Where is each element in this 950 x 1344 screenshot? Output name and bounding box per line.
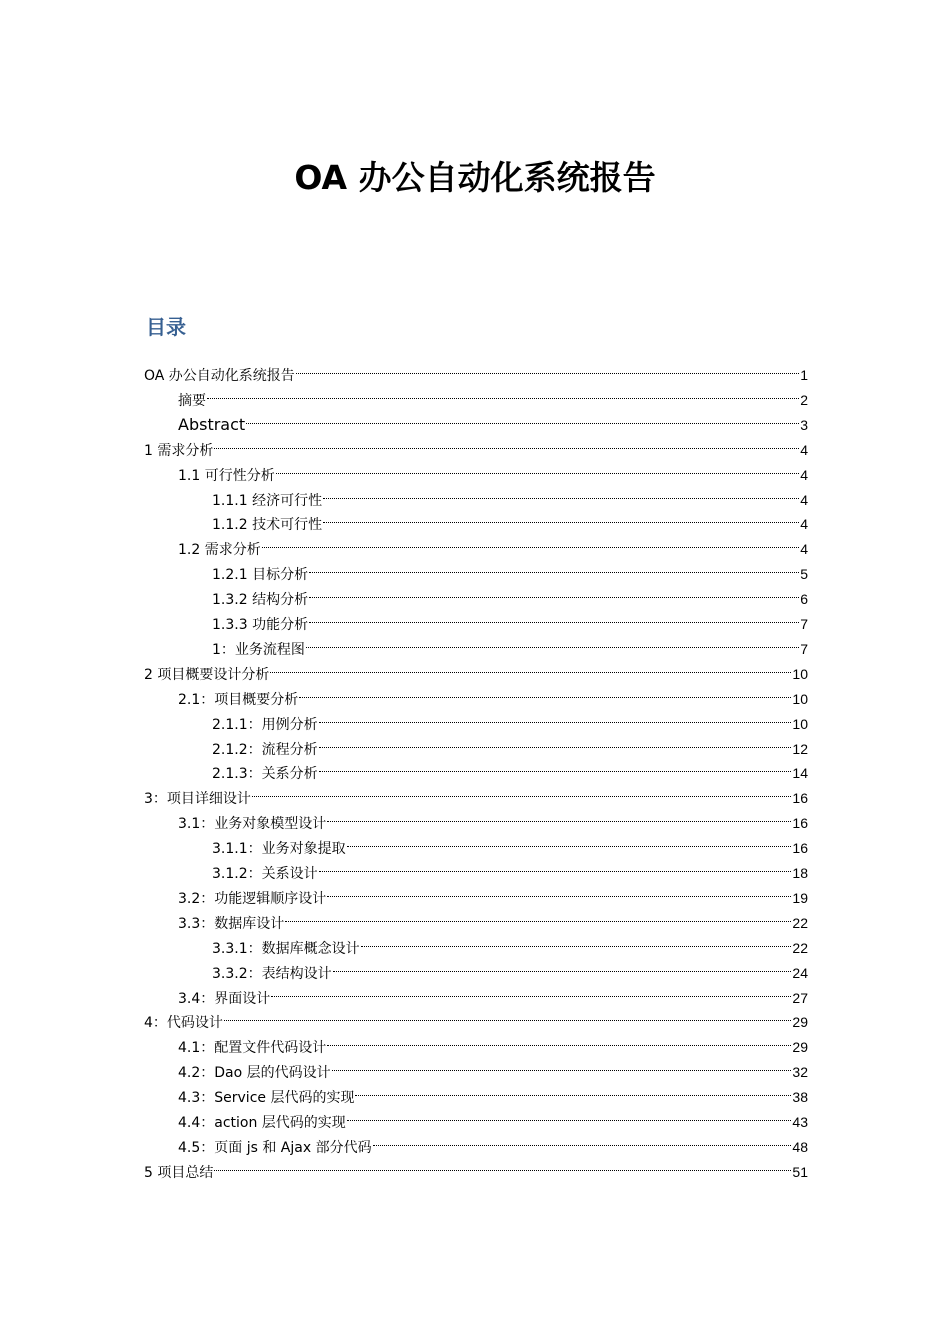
toc-entry-page: 29 <box>792 1014 808 1031</box>
toc-dot-leader <box>252 778 792 803</box>
toc-entry[interactable] <box>178 380 808 409</box>
toc-dot-leader <box>327 1027 791 1052</box>
toc-entry-page: 10 <box>792 690 808 707</box>
toc-entry-page: 16 <box>792 815 808 832</box>
toc-entry-text: 3.1.2：关系设计 <box>212 866 318 882</box>
toc-entry[interactable] <box>144 1152 808 1181</box>
toc-entry[interactable] <box>144 654 808 683</box>
toc-entry-page: 51 <box>792 1163 808 1180</box>
toc-entry-text: 1 需求分析 <box>144 442 214 459</box>
toc-entry-page: 48 <box>792 1138 808 1155</box>
toc-dot-leader <box>319 753 792 778</box>
toc-entry-page: 4 <box>800 466 808 483</box>
toc-entry[interactable] <box>144 430 808 459</box>
toc-entry[interactable] <box>178 1127 808 1156</box>
toc-entry[interactable] <box>178 1102 808 1131</box>
toc-dot-leader <box>309 579 799 604</box>
toc-dot-leader <box>224 1002 792 1027</box>
toc-entry-text: 1.1 可行性分析 <box>178 467 275 484</box>
toc-entry[interactable] <box>212 704 808 733</box>
toc-heading: 目录 <box>146 315 186 339</box>
toc-entry[interactable] <box>178 529 808 559</box>
toc-entry-page: 7 <box>800 640 808 657</box>
toc-entry-text: 2.1.3：关系分析 <box>212 766 318 783</box>
toc-entry[interactable] <box>212 729 808 758</box>
toc-entry[interactable] <box>178 903 808 932</box>
toc-entry-text: 4.5：页面 js 和 Ajax 部分代码 <box>178 1139 372 1156</box>
toc-entry-text: 3.1.1：业务对象提取 <box>212 841 346 858</box>
toc-dot-leader <box>299 679 791 704</box>
toc-entry-page: 18 <box>792 865 808 881</box>
toc-entry[interactable] <box>144 1002 808 1032</box>
toc-entry[interactable] <box>212 480 808 509</box>
toc-entry-text: 3.3.1：数据库概念设计 <box>212 940 360 957</box>
toc-entry-page: 32 <box>792 1064 808 1081</box>
toc-dot-leader <box>347 1102 792 1127</box>
toc-entry[interactable] <box>212 853 808 882</box>
toc-entry-page: 43 <box>792 1114 808 1130</box>
toc-entry-page: 3 <box>800 416 808 433</box>
toc-dot-leader <box>285 903 791 928</box>
toc-dot-leader <box>347 828 792 853</box>
toc-dot-leader <box>246 405 799 430</box>
toc-entry-page: 6 <box>800 591 808 608</box>
toc-entry[interactable] <box>212 753 808 783</box>
toc-entry-page: 38 <box>792 1089 808 1106</box>
toc-entry[interactable] <box>178 1077 808 1107</box>
toc-dot-leader <box>214 430 799 455</box>
toc-dot-leader <box>327 878 791 903</box>
toc-entry[interactable] <box>178 1052 808 1082</box>
toc-entry-text: OA 办公自动化系统报告 <box>144 368 295 384</box>
toc-entry-text: 2.1.2：流程分析 <box>212 741 318 758</box>
toc-entry-text: 3.3：数据库设计 <box>178 915 285 932</box>
toc-entry-text: 4：代码设计 <box>144 1015 223 1032</box>
toc-entry-page: 16 <box>792 840 808 857</box>
toc-entry-page: 16 <box>792 790 808 807</box>
toc-entry-text: 3.4：界面设计 <box>178 990 271 1007</box>
toc-dot-leader <box>373 1127 792 1152</box>
toc-entry-text: 3.2：功能逻辑顺序设计 <box>178 890 327 907</box>
toc-entry[interactable] <box>212 953 808 982</box>
toc-entry-text: 2.1：项目概要分析 <box>178 691 299 708</box>
toc-dot-leader <box>270 654 791 679</box>
toc-entry-text: 1.2 需求分析 <box>178 542 261 559</box>
toc-entry-page: 4 <box>800 441 808 458</box>
toc-entry-page: 27 <box>792 989 808 1006</box>
toc-dot-leader <box>207 380 799 405</box>
toc-entry-page: 22 <box>792 914 808 931</box>
toc-entry-text: 4.3：Service 层代码的实现 <box>178 1090 355 1107</box>
toc-entry-page: 12 <box>792 740 808 757</box>
toc-dot-leader <box>327 803 791 828</box>
toc-dot-leader <box>332 1052 792 1077</box>
toc-entry-page: 14 <box>792 765 808 782</box>
toc-entry-text: 1.1.2 技术可行性 <box>212 517 323 534</box>
toc-entry-page: 24 <box>792 964 808 981</box>
toc-entry-page: 2 <box>800 391 808 408</box>
toc-dot-leader <box>319 853 792 878</box>
toc-entry[interactable] <box>178 1027 808 1057</box>
toc-dot-leader <box>306 629 799 654</box>
toc-entry[interactable] <box>212 604 808 633</box>
toc-entry[interactable] <box>212 828 808 858</box>
toc-entry-text: 3.3.2：表结构设计 <box>212 965 332 982</box>
toc-entry-text: 3.1：业务对象模型设计 <box>178 816 327 833</box>
toc-entry-page: 19 <box>792 889 808 906</box>
toc-entry-page: 1 <box>800 367 808 383</box>
toc-dot-leader <box>323 480 799 505</box>
toc-entry-page: 4 <box>800 491 808 508</box>
toc-entry-text: 5 项目总结 <box>144 1164 214 1181</box>
toc-entry[interactable] <box>212 928 808 957</box>
toc-entry-text: 3：项目详细设计 <box>144 791 251 808</box>
toc-entry-text: 摘要 <box>178 392 206 409</box>
toc-entry-text: Abstract <box>178 414 246 434</box>
toc-entry-text: 4.4：action 层代码的实现 <box>178 1115 346 1131</box>
toc-entry-page: 4 <box>800 516 808 533</box>
toc-entry-page: 10 <box>792 665 808 682</box>
toc-entry-page: 5 <box>800 566 808 583</box>
toc-dot-leader <box>271 978 791 1003</box>
toc-entry[interactable] <box>178 405 808 434</box>
toc-entry[interactable] <box>178 455 808 484</box>
toc-dot-leader <box>319 704 792 729</box>
toc-entry-page: 4 <box>800 541 808 558</box>
toc-entry-text: 1.2.1 目标分析 <box>212 567 309 584</box>
toc-entry[interactable] <box>212 629 808 658</box>
toc-entry[interactable] <box>178 878 808 907</box>
toc-dot-leader <box>309 554 799 579</box>
toc-dot-leader <box>309 604 799 629</box>
toc-dot-leader <box>214 1152 791 1177</box>
toc-dot-leader <box>296 355 799 380</box>
document-title: OA 办公自动化系统报告 <box>294 158 656 197</box>
toc-dot-leader <box>355 1077 791 1102</box>
toc-entry-text: 1.3.2 结构分析 <box>212 592 309 609</box>
toc-entry-text: 1.1.1 经济可行性 <box>212 492 323 509</box>
toc-entry-text: 4.1：配置文件代码设计 <box>178 1040 327 1057</box>
toc-entry[interactable] <box>178 803 808 833</box>
toc-entry-page: 22 <box>792 939 808 956</box>
toc-entry-page: 10 <box>792 715 808 732</box>
toc-entry-text: 1：业务流程图 <box>212 641 305 658</box>
toc-entry-text: 4.2：Dao 层的代码设计 <box>178 1065 331 1082</box>
toc-entry[interactable] <box>178 679 808 708</box>
toc-dot-leader <box>323 504 799 529</box>
toc-entry[interactable] <box>212 579 808 609</box>
toc-entry[interactable] <box>212 554 808 584</box>
toc-dot-leader <box>262 529 799 554</box>
toc-entry-text: 2 项目概要设计分析 <box>144 666 270 683</box>
toc-entry-page: 29 <box>792 1039 808 1056</box>
toc-entry[interactable] <box>178 978 808 1007</box>
toc-dot-leader <box>276 455 799 480</box>
toc-entry[interactable] <box>144 778 808 808</box>
toc-dot-leader <box>319 729 792 754</box>
toc-entry[interactable] <box>144 355 808 384</box>
toc-dot-leader <box>333 953 792 978</box>
toc-dot-leader <box>361 928 792 953</box>
toc-entry-page: 7 <box>800 616 808 632</box>
toc-entry[interactable] <box>212 504 808 534</box>
toc-entry-text: 2.1.1：用例分析 <box>212 716 318 733</box>
toc-entry-text: 1.3.3 功能分析 <box>212 617 309 633</box>
